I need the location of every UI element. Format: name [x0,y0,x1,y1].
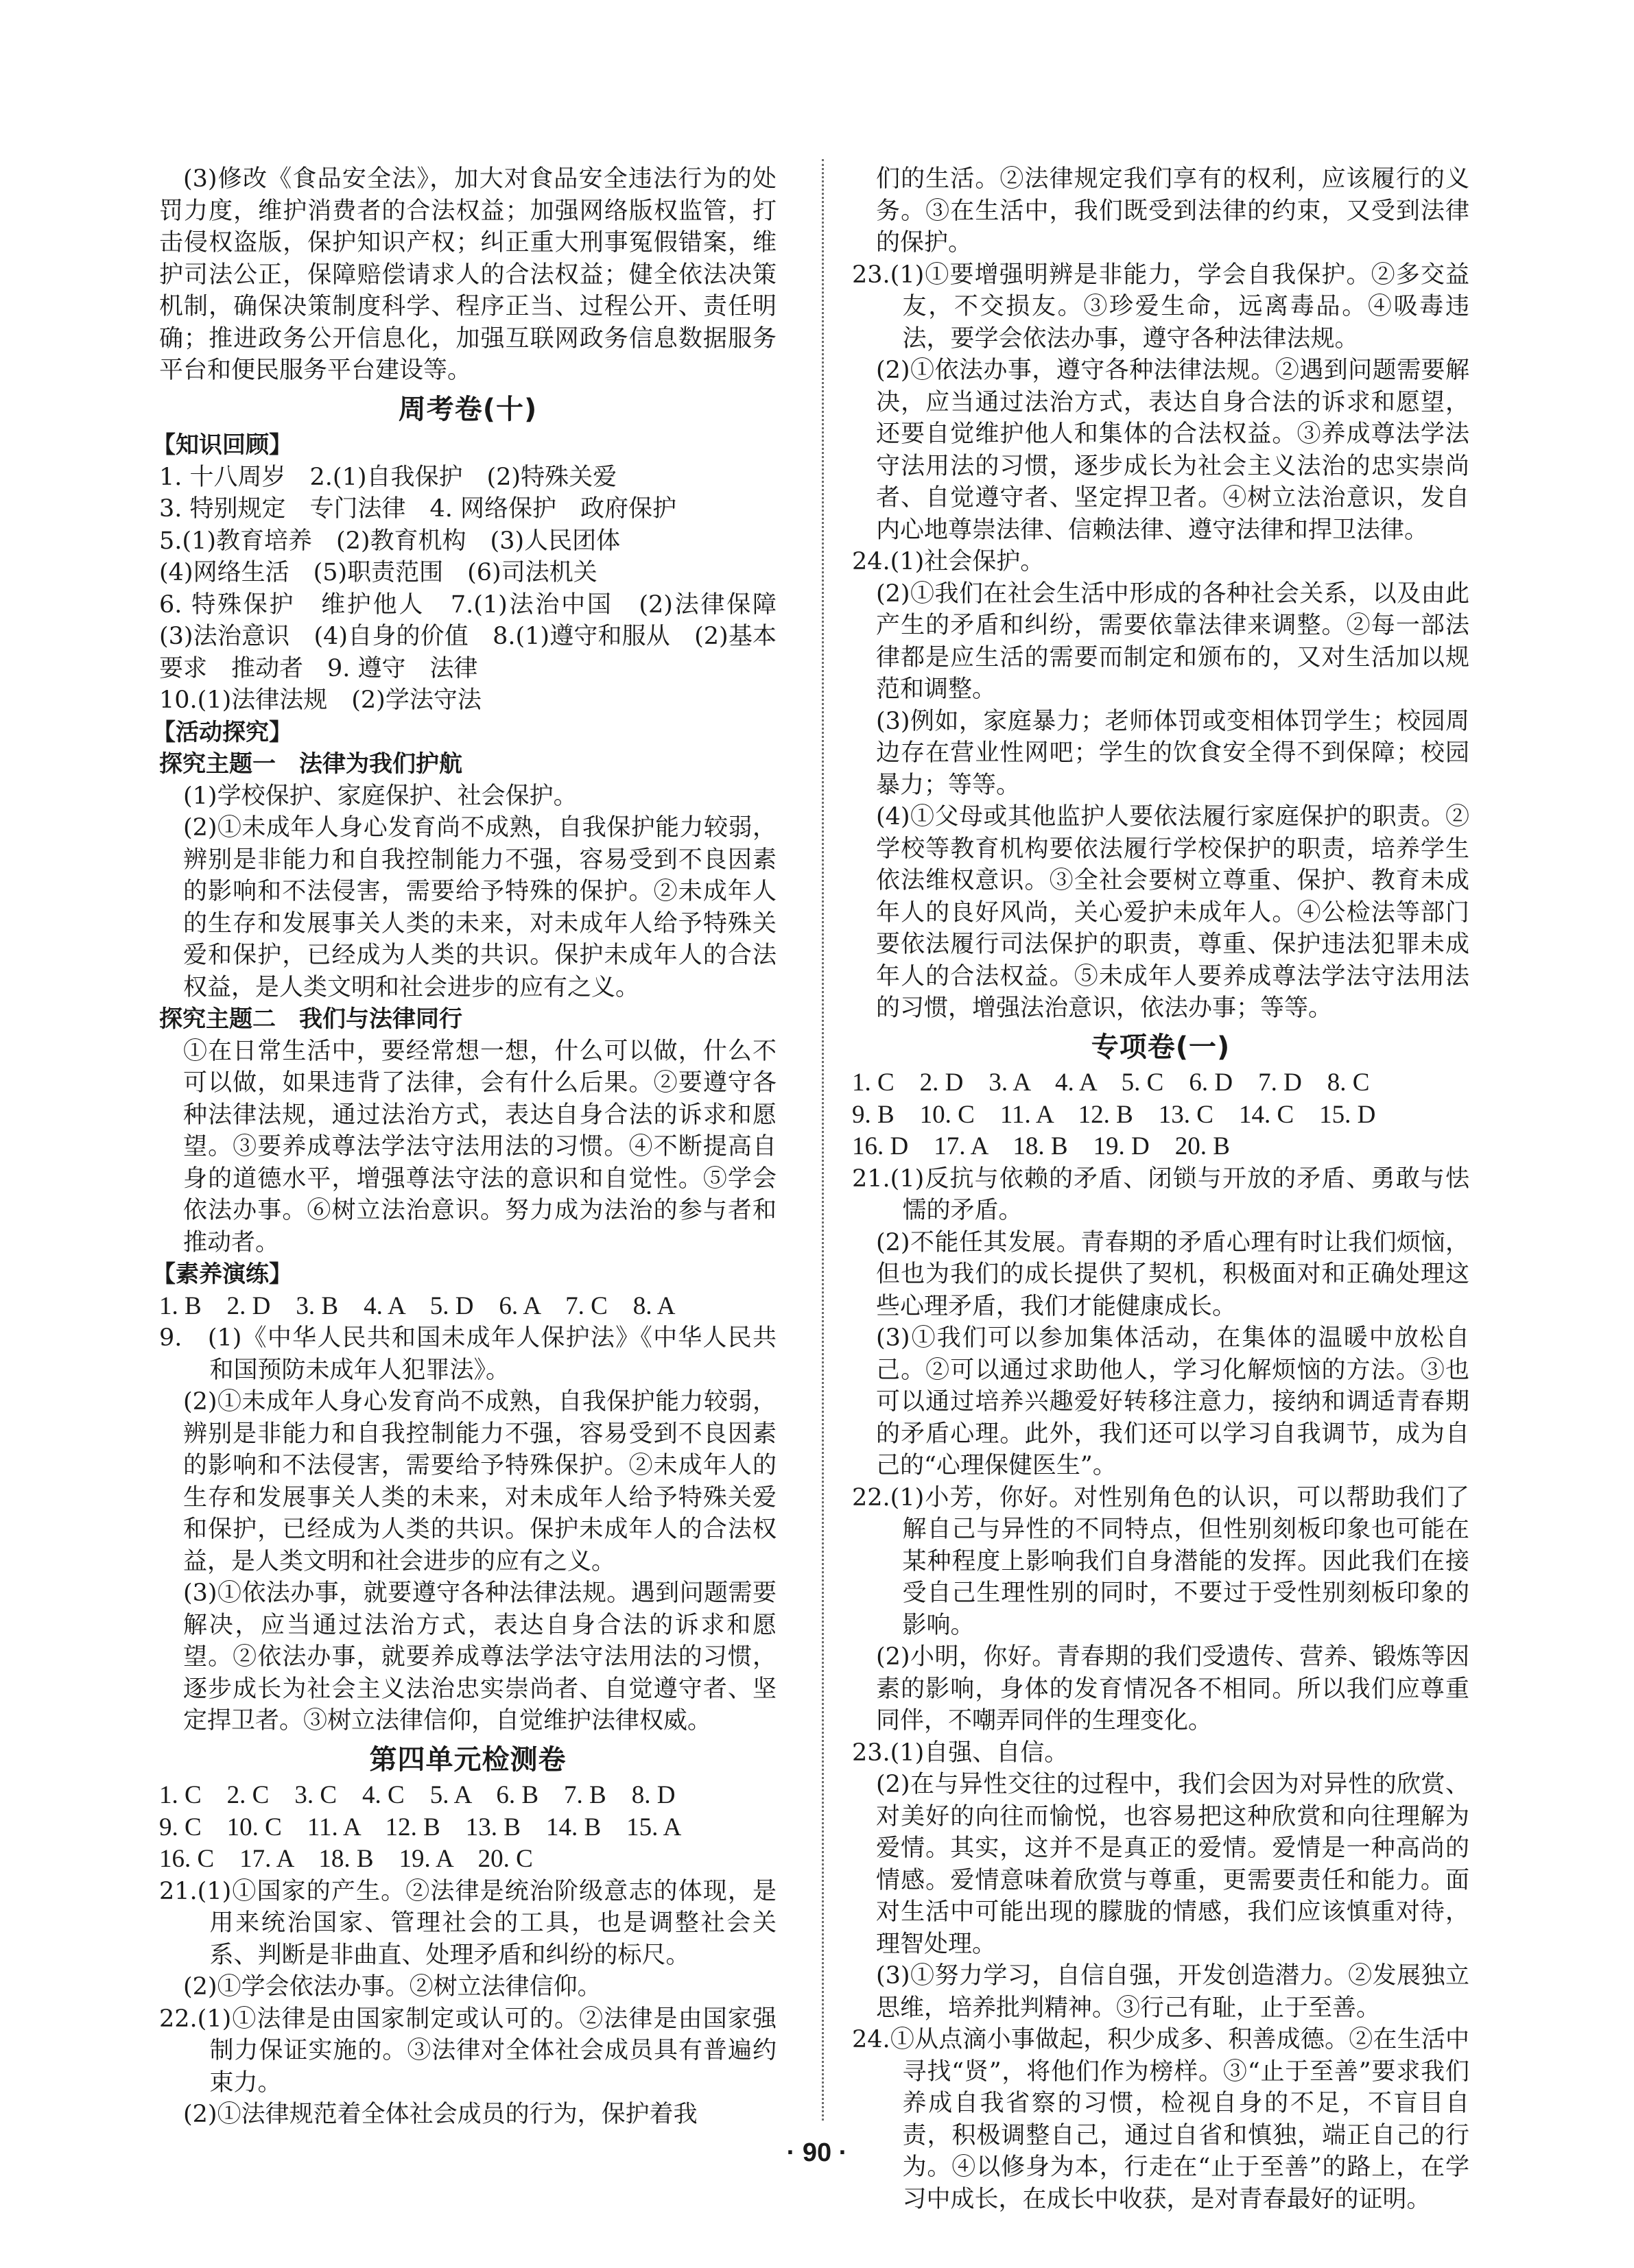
question-answer: 22.(1)①法律是由国家制定或认可的。②法律是由国家强制力保证实施的。③法律对全体社会成员具有普遍约束力。 [159,2005,777,2097]
topic-heading: 探究主题二 我们与法律同行 [159,1005,462,1033]
section-title: 专项卷(一) [1091,1031,1231,1063]
column-divider [822,159,824,2121]
choice-answers: 1. B 2. D 3. B 4. A 5. D 6. A 7. C 8. A [159,1291,676,1320]
question-answer: 23.(1)自强、自信。 [852,1739,1069,1767]
question-answer: 24.①从点滴小事做起，积少成多、积善成德。②在生活中寻找“贤”，将他们作为榜样。③“止于至善”要求我们养成自我省察的习惯，检视自身的不足，不盲目自责，积极调整自己，通过自省和慎独，端正自己的行为。④以修身为本，行走在“止于至善”的路上，在学习中成长，在成长中收获，是对青春最好的证明。 [852,2026,1469,2213]
answer-block: (2)在与异性交往的过程中，我们会因为对异性的欣赏、对美好的向往而愉悦，也容易把这种欣赏和向往理解为爱情。其实，这并不是真正的爱情。爱情是一种高尚的情感。爱情意味着欣赏与尊重，更需要责任和能力。面对生活中可能出现的朦胧的情感，我们应该慎重对待，理智处理。 [876,1771,1469,1958]
answer-block: (3)①我们可以参加集体活动，在集体的温暖中放松自己。②可以通过求助他人，学习化解烦恼的方法。③也可以通过培养兴趣爱好转移注意力，接纳和调适青春期的矛盾心理。此外，我们还可以学习自我调节，成为自己的“心理保健医生”。 [876,1324,1469,1479]
choice-answers: 16. C 17. A 18. B 19. A 20. C [159,1845,533,1873]
paragraph: (3)修改《食品安全法》，加大对食品安全违法行为的处罚力度，维护消费者的合法权益；加强网络版权监管，打击侵权盗版，保护知识产权；纠正重大刑事冤假错案，维护司法公正，保障赔偿请求人的合法权益；健全依法决策机制，确保决策制度科学、程序正当、过程公开、责任明确；推进政务公开信息化，加强互联网政务信息数据服务平台和便民服务平台建设等。 [159,165,777,384]
choice-answers: 1. C 2. D 3. A 4. A 5. C 6. D 7. D 8. C [852,1069,1370,1097]
left-column [152,163,801,2131]
answer-line: 3. 特别规定 专门法律 4. 网络保护 政府保护 [159,495,677,523]
answer-line: 6. 特殊保护 维护他人 7.(1)法治中国 (2)法律保障 (3)法治意识 (4)自身的价值 8.(1)遵守和服从 (2)基本要求 推动者 9. 遵守 法律 [159,590,801,682]
answer-block: (2)①未成年人身心发育尚不成熟，自我保护能力较弱，辨别是非能力和自我控制能力不强，容易受到不良因素的影响和不法侵害，需要给予特殊的保护。②未成年人的生存和发展事关人类的未来，对未成年人给予特殊关爱和保护，已经成为人类的共识。保护未成年人的合法权益，是人类文明和社会进步的应有之义。 [183,814,777,1001]
section-title: 周考卷(十) [398,393,538,425]
answer-block: (2)①我们在社会生活中形成的各种社会关系，以及由此产生的矛盾和纠纷，需要依靠法律来调整。②每一部法律都是应生活的需要而制定和颁布的，又对生活加以规范和调整。 [876,580,1469,703]
question-answer: 22.(1)小芳，你好。对性别角色的认识，可以帮助我们了解自己与异性的不同特点，但性别刻板印象也可能在某种程度上影响我们自身潜能的发挥。因此我们在接受自己生理性别的同时，不要过于受性别刻板印象的影响。 [852,1483,1469,1639]
section-heading: 【知识回顾】 [152,431,292,459]
question-answer: 21.(1)①国家的产生。②法律是统治阶级意志的体现，是用来统治国家、管理社会的工具，也是调整社会关系、判断是非曲直、处理矛盾和纠纷的标尺。 [159,1877,777,1969]
page-number: · 90 · [786,2138,848,2167]
question-answer: 9. (1)《中华人民共和国未成年人保护法》《中华人民共和国预防未成年人犯罪法》。 [159,1324,777,1384]
answer-block: (2)①未成年人身心发育尚不成熟，自我保护能力较弱，辨别是非能力和自我控制能力不强，容易受到不良因素的影响和不法侵害，需要给予特殊保护。②未成年人的生存和发展事关人类的未来，对未成年人给予特殊关爱和保护，已经成为人类的共识。保护未成年人的合法权益，是人类文明和社会进步的应有之义。 [183,1388,777,1575]
topic-heading: 探究主题一 法律为我们护航 [159,750,462,778]
answer-block: (2)①依法办事，遵守各种法律法规。②遇到问题需要解决，应当通过法治方式，表达自身合法的诉求和愿望，还要自觉维护他人和集体的合法权益。③养成尊法学法守法用法的习惯，逐步成长为社会主义法治的忠实崇尚者、自觉遵守者、坚定捍卫者。④树立法治意识，发自内心地尊崇法律、信赖法律、遵守法律和捍卫法律。 [876,357,1469,544]
answer-block: 们的生活。②法律规定我们享有的权利，应该履行的义务。③在生活中，我们既受到法律的约束，又受到法律的保护。 [876,165,1469,256]
answer-block: (3)例如，家庭暴力；老师体罚或变相体罚学生；校园周边存在营业性网吧；学生的饮食安全得不到保障；校园暴力；等等。 [876,707,1469,799]
section-heading: 【素养演练】 [152,1261,292,1288]
answer-block: ①在日常生活中，要经常想一想，什么可以做，什么不可以做，如果违背了法律，会有什么后果。②要遵守各种法律法规，通过法治方式，表达自身合法的诉求和愿望。③要养成尊法学法守法用法的习惯。④不断提高自身的道德水平，增强尊法守法的意识和自觉性。⑤学会依法办事。⑥树立法治意识。努力成为法治的参与者和推动者。 [183,1037,777,1256]
answer-block: (2)①学会依法办事。②树立法律信仰。 [183,1973,602,2001]
answer-block: (3)①依法办事，就要遵守各种法律法规。遇到问题需要解决，应当通过法治方式，表达自身合法的诉求和愿望。②依法办事，就要养成尊法学法守法用法的习惯，逐步成长为社会主义法治忠实崇尚者、自觉遵守者、坚定捍卫者。③树立法律信仰，自觉维护法律权威。 [183,1579,777,1734]
question-answer: 23.(1)①要增强明辨是非能力，学会自我保护。②多交益友，不交损友。③珍爱生命，远离毒品。④吸毒违法，要学会依法办事，遵守各种法律法规。 [852,261,1469,353]
answer-line: (4)网络生活 (5)职责范围 (6)司法机关 [159,559,597,586]
answer-line: 1. 十八周岁 2.(1)自我保护 (2)特殊关爱 [159,463,617,491]
choice-answers: 9. C 10. C 11. A 12. B 13. B 14. B 15. A [159,1813,682,1841]
section-title: 第四单元检测卷 [369,1743,567,1776]
right-column [852,163,1469,2215]
answer-block: (1)学校保护、家庭保护、社会保护。 [183,782,578,810]
question-answer: 21.(1)反抗与依赖的矛盾、闭锁与开放的矛盾、勇敢与怯懦的矛盾。 [852,1165,1469,1224]
question-answer: 24.(1)社会保护。 [852,548,1045,575]
choice-answers: 9. B 10. C 11. A 12. B 13. C 14. C 15. D [852,1100,1376,1129]
answer-block: (2)不能任其发展。青春期的矛盾心理有时让我们烦恼，但也为我们的成长提供了契机，积极面对和正确处理这些心理矛盾，我们才能健康成长。 [876,1228,1469,1320]
answer-block: (2)①法律规范着全体社会成员的行为，保护着我 [183,2101,698,2128]
answer-block: (3)①努力学习，自信自强，开发创造潜力。②发展独立思维，培养批判精神。③行己有耻，止于至善。 [876,1962,1469,2022]
answer-line: 5.(1)教育培养 (2)教育机构 (3)人民团体 [159,527,621,555]
answer-block: (4)①父母或其他监护人要依法履行家庭保护的职责。②学校等教育机构要依法履行学校保护的职责，培养学生依法维权意识。③全社会要树立尊重、保护、教育未成年人的良好风尚，关心爱护未成年人。④公检法等部门要依法履行司法保护的职责，尊重、保护违法犯罪未成年人的合法权益。⑤未成年人要养成尊法学法守法用法的习惯，增强法治意识，依法办事；等等。 [876,803,1469,1022]
choice-answers: 16. D 17. A 18. B 19. D 20. B [852,1132,1230,1160]
choice-answers: 1. C 2. C 3. C 4. C 5. A 6. B 7. B 8. D [159,1781,676,1809]
section-heading: 【活动探究】 [152,718,292,746]
answer-line: 10.(1)法律法规 (2)学法守法 [159,687,482,714]
answer-block: (2)小明，你好。青春期的我们受遗传、营养、锻炼等因素的影响，身体的发育情况各不相同。所以我们应尊重同伴，不嘲弄同伴的生理变化。 [876,1643,1469,1734]
